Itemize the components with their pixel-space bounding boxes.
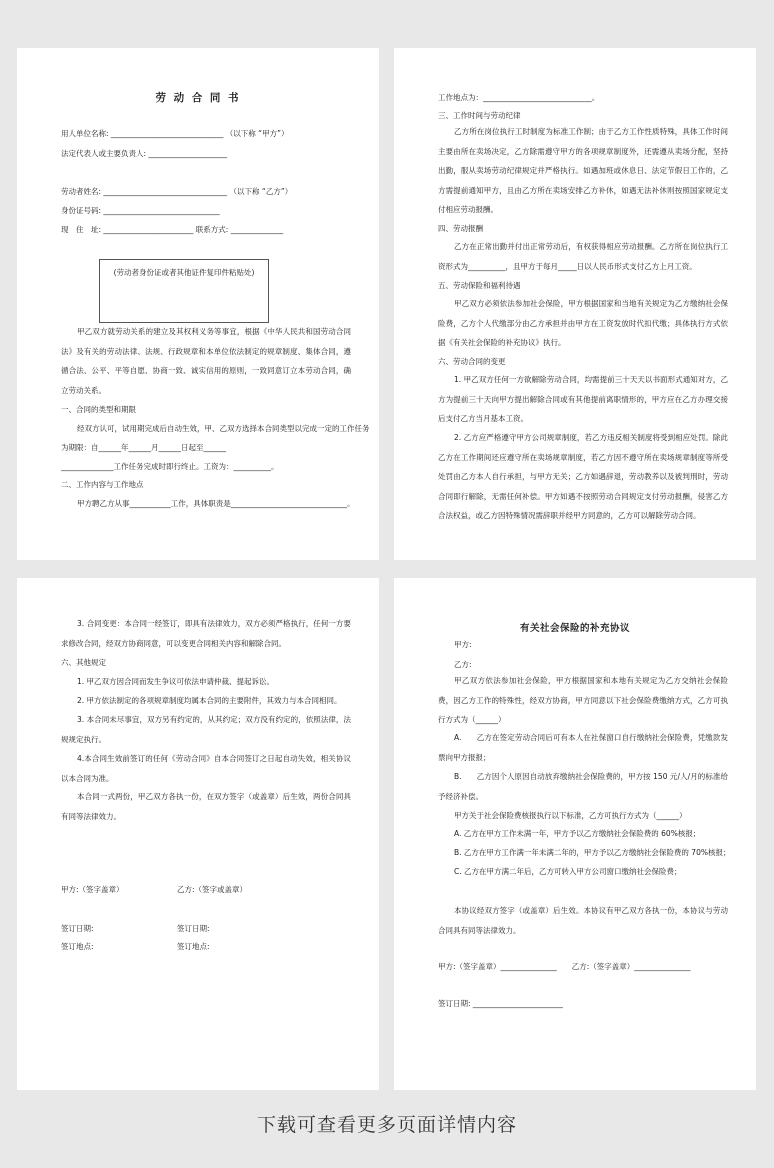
legal-rep-field: 法定代表人或主要负责人: _____________________	[61, 149, 228, 158]
agreement-effect: 本协议经双方签字（或盖章）后生效。本协议有甲乙双方各执一份，本协议与劳动合同具有同等法律效力。	[438, 906, 728, 935]
id-photo-box	[99, 259, 269, 323]
section-6-clause-1: 1. 甲乙双方任何一方欲解除劳动合同，均需提前三十天天以书面形式通知对方，乙方为提前三十天向甲方提出解除合同或有其他提前离职情形的，甲方应在乙方办理交接后支付乙方当月基本工资。	[438, 375, 728, 423]
other-rule-3: 3. 本合同未尽事宜，双方另有约定的，从其约定；双方没有约定的，依照法律，法规规定执行。	[61, 715, 351, 744]
sign-date-a: 签订日期:	[61, 924, 94, 933]
sign-date-b: 签订日期:	[177, 924, 210, 933]
contract-page-1	[17, 48, 379, 560]
contract-page-3	[17, 578, 379, 1090]
id-number-field: 身份证号码: _______________________________	[61, 206, 220, 215]
other-rule-1: 1. 甲乙双方因合同而发生争议可依法申请仲裁、提起诉讼。	[77, 677, 275, 686]
section-2-line-1: 甲方聘乙方从事___________工作，具体职责是_______________________________。	[77, 499, 355, 508]
section-4-text: 乙方在正常出勤并付出正常劳动后，有权获得相应劳动报酬。乙方所在岗位执行工资形式为__________，且甲方于每月_____日以人民币形式支付乙方上月工资。	[438, 242, 728, 271]
section-6-heading: 六、劳动合同的变更	[438, 357, 506, 366]
address-field: 现 住 址: ________________________ 联系方式: ______________	[61, 225, 284, 234]
other-rule-4: 4.本合同生效前签订的任何《劳动合同》自本合同签订之日起自动失效，相关协议以本合同为准。	[61, 754, 351, 783]
workplace-field: 工作地点为：_____________________________。	[438, 93, 600, 102]
section-5-text: 甲乙双方必须依法参加社会保险，甲方根据国家和当地有关规定为乙方缴纳社会保险费，乙方个人代缴部分由乙方承担并由甲方在工资发放时代扣代缴；具体执行方式依据《有关社会保险的补充协议》执行。	[438, 299, 728, 347]
method-a: A. 乙方在甲方工作未满一年，甲方予以乙方缴纳社会保险费的 60%核报；	[454, 829, 701, 838]
other-rule-5: 本合同一式两份，甲乙双方各执一份，在双方签字（或盖章）后生效，两份合同具有同等法律效力。	[61, 792, 351, 821]
agreement-party-b: 乙方:	[454, 660, 472, 669]
id-photo-box-label: (劳动者身份证或者其他证件复印件粘贴处)	[113, 268, 255, 277]
section-4-heading: 四、劳动报酬	[438, 224, 483, 233]
section-3-text: 乙方所在岗位执行工时制度为标准工作制；由于乙方工作性质特殊，具体工作时间主要由所在卖场决定，乙方除需遵守甲方的各项规章制度外，还需遵从卖场分配，坚持出勤，服从卖场劳动纪律规定并严格执行。如遇加班或休息日、法定节假日工作的，乙方需提前通知甲方，且由乙方所在卖场安排乙方补休，如遇无法补休则按照国家规定支付相应劳动报酬。	[438, 127, 728, 214]
section-1-line-2: 为期限：自______年______月______日起至______	[61, 443, 226, 452]
worker-name-field: 劳动者姓名: _________________________________ （以下称 “乙方”）	[61, 187, 293, 196]
section-1-line-1: 经双方认可，试用期完成后自动生效，甲、乙双方选择本合同类型以完成一定的工作任务	[77, 424, 370, 433]
sign-place-b: 签订地点:	[177, 942, 210, 951]
employer-field: 用人单位名称: ______________________________ （以下称 “甲方”）	[61, 129, 289, 138]
agreement-title: 有关社会保险的补充协议	[519, 623, 630, 634]
section-6-clause-2: 2. 乙方应严格遵守甲方公司规章制度，若乙方违反相关制度将受到相应处罚。除此乙方在工作期间还应遵守所在卖场规章制度，若乙方因不遵守所在卖场规章制度等所受处罚由乙方本人自行承担，与甲方无关；乙方如遇辞退，劳动教养以及被判刑时，劳动合同即行解除，无需任何补偿。甲方如遇不按照劳动合同规定支付劳动报酬，侵害乙方合法权益，或乙方因特殊情况需辞职并经甲方同意的，乙方可以解除劳动合同。	[438, 433, 728, 520]
sign-party-a: 甲方:（签字盖章）	[61, 885, 124, 894]
section-1-line-3: ______________工作任务完成时即行终止。工资为：__________。	[61, 462, 279, 471]
reimburse-method-line: 甲方关于社会保险费核报执行以下标准，乙方可执行方式为（______）	[454, 811, 687, 820]
agreement-sign-line: 甲方:（签字盖章）_______________ 乙方:（签字盖章）_______________	[438, 962, 691, 971]
section-1-heading: 一、合同的类型和期限	[61, 405, 136, 414]
sign-place-a: 签订地点:	[61, 942, 94, 951]
clause-3-change: 3. 合同变更：本合同一经签订，即具有法律效力，双方必须严格执行，任何一方要求修改合同，经双方协商同意，可以变更合同相关内容和解除合同。	[61, 619, 351, 648]
section-2-heading: 二、工作内容与工作地点	[61, 480, 144, 489]
agreement-intro: 甲乙双方依法参加社会保险，甲方根据国家和本地有关规定为乙方交纳社会保险费，因乙方工作的特殊性，经双方协商，甲方同意以下社会保险费缴纳方式，乙方可执行方式为（______）	[438, 676, 728, 724]
option-b: B. 乙方因个人原因自动放弃缴纳社会保险费的，甲方按 150 元/人/月的标准给予经济补偿。	[438, 772, 728, 801]
option-a: A. 乙方在签定劳动合同后可有本人在社保窗口自行缴纳社会保险费，凭缴款发票向甲方报报；	[438, 733, 728, 762]
section-5-heading: 五、劳动保险和福利待遇	[438, 281, 521, 290]
intro-paragraph: 甲乙双方就劳动关系的建立及其权利义务等事宜，根据《中华人民共和国劳动合同法》及有关的劳动法律、法规、行政规章和本单位依法制定的规章制度、集体合同，遵循合法、公平、平等自愿、协商一致、诚实信用的原则，一致同意订立本劳动合同，确立劳动关系。	[61, 327, 351, 395]
more-pages-caption: 下载可查看更多页面详情内容	[256, 1114, 517, 1136]
agreement-date-line: 签订日期: ________________________	[438, 999, 563, 1008]
method-c: C. 乙方在甲方满二年后，乙方可转入甲方公司窗口缴纳社会保险费；	[454, 867, 682, 876]
agreement-party-a: 甲方:	[454, 640, 472, 649]
contract-page-2	[394, 48, 756, 560]
method-b: B. 乙方在甲方工作满一年未满二年的，甲方予以乙方缴纳社会保险费的 70%核报；	[454, 848, 731, 857]
sign-party-b: 乙方:（签字或盖章）	[177, 885, 248, 894]
contract-title: 劳 动 合 同 书	[155, 92, 241, 104]
section-3-heading: 三、工作时间与劳动纪律	[438, 111, 521, 120]
other-rule-2: 2. 甲方依法制定的各项规章制度均属本合同的主要附件，其效力与本合同相同。	[77, 696, 342, 705]
other-rules-heading: 六、其他规定	[61, 658, 106, 667]
insurance-agreement-page	[394, 578, 756, 1090]
